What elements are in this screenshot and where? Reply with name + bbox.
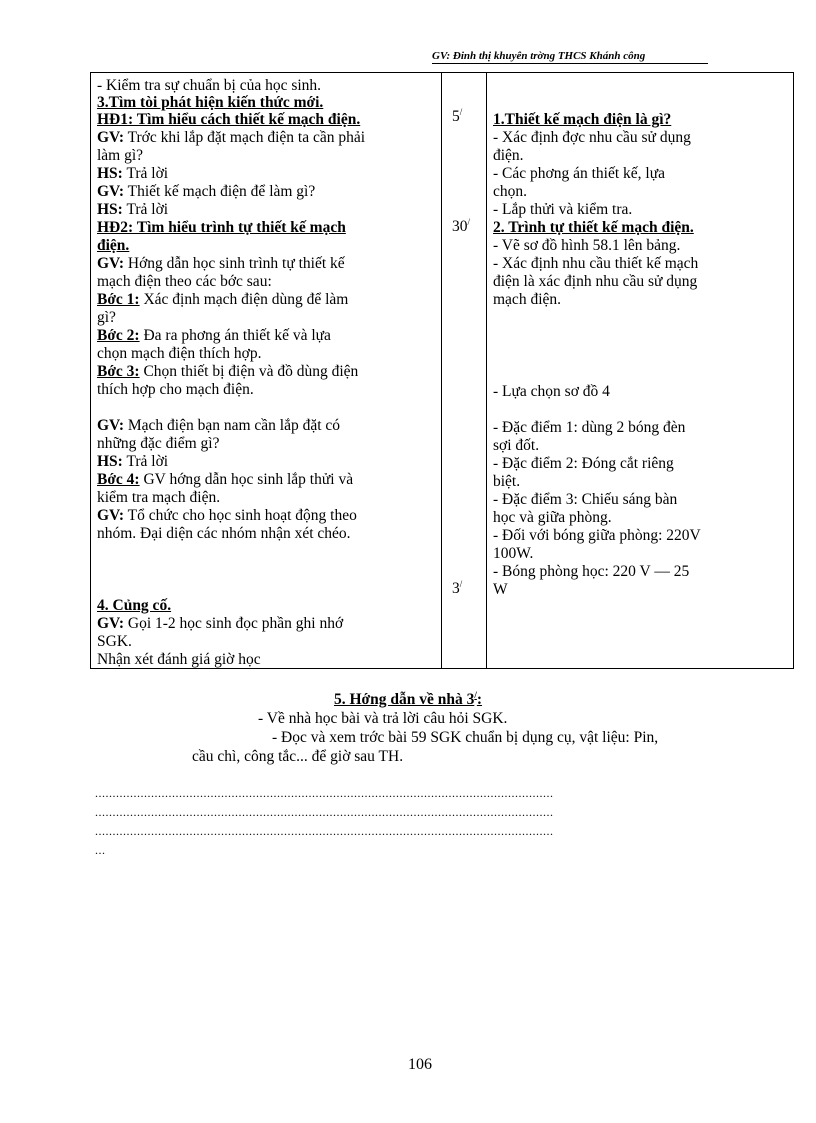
page-number: 106 <box>408 1056 432 1073</box>
right-line: W <box>493 581 508 598</box>
homework-line: - Về nhà học bài và trả lời câu hỏi SGK. <box>258 710 508 727</box>
right-line: - Xác định đợc nhu cầu sử dụng <box>493 129 691 146</box>
left-line: HS: Trả lời <box>97 201 169 218</box>
dotted-line: ................................................................................................................................... <box>95 805 554 819</box>
homework-line: cầu chì, công tắc... để giờ sau TH. <box>192 748 404 765</box>
speaker-label: Bớc 3: <box>97 363 140 380</box>
left-line: thích hợp cho mạch điện. <box>97 381 254 398</box>
left-line: làm gì? <box>97 147 144 164</box>
speaker-label: GV: <box>97 255 124 272</box>
right-line: học và giữa phòng. <box>493 509 612 526</box>
right-line: 100W. <box>493 545 534 562</box>
speaker-label: GV: <box>97 615 124 632</box>
time-value: 3/ <box>452 579 463 598</box>
speaker-label: GV: <box>97 417 124 434</box>
activity-column <box>91 73 442 669</box>
homework-line: - Đọc và xem trớc bài 59 SGK chuẩn bị dụng cụ, vật liệu: Pin, <box>272 729 659 746</box>
left-line: chọn mạch điện thích hợp. <box>97 345 262 362</box>
section-heading: 3.Tìm tòi phát hiện kiến thức mới. <box>97 94 324 111</box>
content-column <box>487 73 794 669</box>
right-line: - Các phơng án thiết kế, lựa <box>493 165 665 182</box>
right-line: mạch điện. <box>493 291 562 308</box>
right-line: - Lựa chọn sơ đồ 4 <box>493 383 610 400</box>
right-line: sợi đốt. <box>493 437 540 454</box>
left-line: GV: Mạch điện bạn nam cần lắp đặt có <box>97 417 341 434</box>
dotted-line: ... <box>95 843 106 857</box>
left-line: GV: Gọi 1-2 học sinh đọc phần ghi nhớ <box>97 615 344 632</box>
lesson-table <box>90 72 794 669</box>
right-line: điện. <box>493 147 524 164</box>
dotted-line: ................................................................................................................................... <box>95 824 554 838</box>
right-line: - Xác định nhu cầu thiết kế mạch <box>493 255 699 272</box>
speaker-label: Bớc 1: <box>97 291 140 308</box>
time-value: 30/ <box>452 217 471 236</box>
activity-heading: HĐ2: Tìm hiểu trình tự thiết kế mạch <box>97 219 346 236</box>
right-line: - Đặc điểm 3: Chiếu sáng bàn <box>493 491 678 508</box>
right-line: - Đặc điểm 2: Đóng cắt riêng <box>493 455 674 472</box>
left-line: HS: Trả lời <box>97 453 169 470</box>
right-line: - Bóng phòng học: 220 V — 25 <box>493 563 690 580</box>
activity-heading: điện. <box>97 237 130 254</box>
activity-heading: HĐ1: Tìm hiểu cách thiết kế mạch điện. <box>97 111 361 128</box>
speaker-label: HS: <box>97 201 123 218</box>
left-line: SGK. <box>97 633 132 650</box>
left-line: Bớc 2: Đa ra phơng án thiết kế và lựa <box>97 327 331 344</box>
speaker-label: GV: <box>97 129 124 146</box>
speaker-label: Bớc 2: <box>97 327 140 344</box>
dotted-line: ................................................................................................................................... <box>95 786 554 800</box>
left-line: GV: Hớng dẫn học sinh trình tự thiết kế <box>97 255 345 272</box>
speaker-label: Bớc 4: <box>97 471 140 488</box>
right-line: - Đối với bóng giữa phòng: 220V <box>493 527 701 544</box>
left-line: Nhận xét đánh giá giờ học <box>97 651 261 668</box>
left-line: HS: Trả lời <box>97 165 169 182</box>
left-line: Bớc 1: Xác định mạch điện dùng để làm <box>97 291 349 308</box>
speaker-label: HS: <box>97 165 123 182</box>
left-line: GV: Trớc khi lắp đặt mạch điện ta cần phải <box>97 129 366 146</box>
homework-heading: 5. Hớng dẫn về nhà 3/: <box>333 690 483 709</box>
speaker-label: GV: <box>97 183 124 200</box>
speaker-label: GV: <box>97 507 124 524</box>
right-line: điện là xác định nhu cầu sử dụng <box>493 273 698 290</box>
left-line: GV: Tổ chức cho học sinh hoạt động theo <box>97 507 357 524</box>
right-line: chọn. <box>493 183 528 200</box>
left-line: - Kiểm tra sự chuẩn bị của học sinh. <box>97 77 322 94</box>
left-line: kiểm tra mạch điện. <box>97 489 221 506</box>
section-heading: 4. Củng cố. <box>97 597 172 614</box>
left-line: gì? <box>97 309 116 326</box>
left-line: Bớc 4: GV hớng dẫn học sinh lắp thửi và <box>97 471 354 488</box>
left-line: Bớc 3: Chọn thiết bị điện và đồ dùng điện <box>97 363 359 380</box>
right-line: - Lắp thửi và kiểm tra. <box>493 201 633 218</box>
right-line: - Đặc điểm 1: dùng 2 bóng đèn <box>493 419 686 436</box>
right-line: - Vẽ sơ đồ hình 58.1 lên bảng. <box>493 237 681 254</box>
speaker-label: HS: <box>97 453 123 470</box>
page-header: GV: Đinh thị khuyên trờng THCS Khánh công <box>432 50 708 64</box>
right-line: biệt. <box>493 473 521 490</box>
time-value: 5/ <box>452 107 463 126</box>
left-line: nhóm. Đại diện các nhóm nhận xét chéo. <box>97 525 351 542</box>
content-heading: 2. Trình tự thiết kế mạch điện. <box>493 219 694 236</box>
left-line: mạch điện theo các bớc sau: <box>97 273 272 290</box>
time-column <box>442 73 487 669</box>
left-line: những đặc điểm gì? <box>97 435 220 452</box>
content-heading: 1.Thiết kế mạch điện là gì? <box>493 111 672 128</box>
left-line: GV: Thiết kế mạch điện để làm gì? <box>97 183 316 200</box>
